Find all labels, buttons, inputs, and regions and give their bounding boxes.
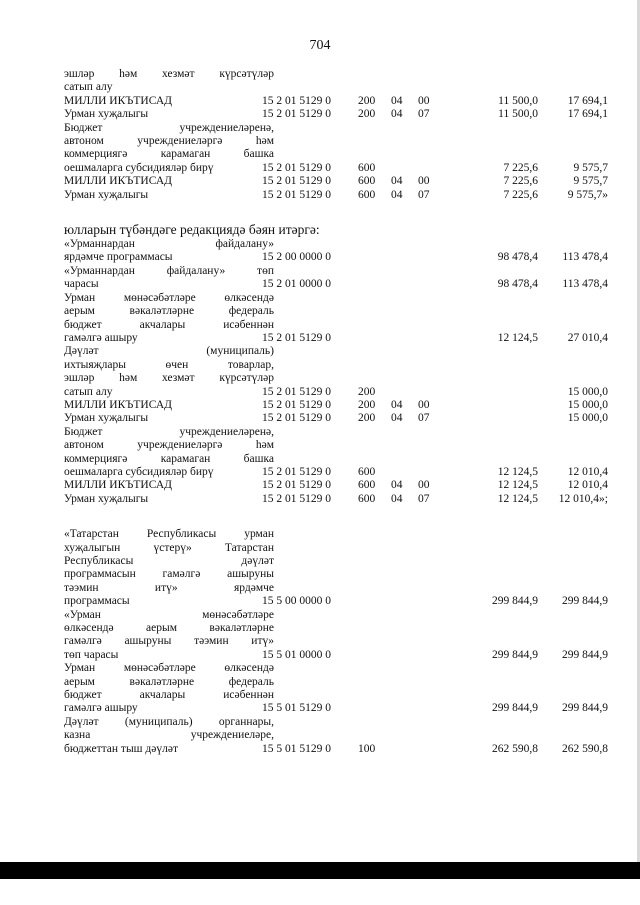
row-name-line: Урман хуҗалыгы bbox=[64, 108, 149, 121]
row-name-line: Дәүләт (муниципаль) органнары, bbox=[64, 715, 274, 728]
row-field-1: 600 bbox=[358, 465, 376, 478]
row-field-1: 200 bbox=[358, 94, 376, 107]
row-amount-2: 299 844,9 bbox=[562, 648, 608, 661]
row-name bbox=[64, 265, 274, 292]
row-field-1: 600 bbox=[358, 479, 376, 492]
row-name bbox=[64, 122, 274, 176]
row-name-line: аерым вәкаләтләрне федераль bbox=[64, 305, 274, 318]
row-amount-1: 98 478,4 bbox=[497, 278, 538, 291]
row-code: 15 5 01 5129 0 bbox=[262, 742, 331, 755]
row-name-line: Урман мөнәсәбәтләре өлкәсендә bbox=[64, 662, 274, 675]
row-name bbox=[64, 662, 274, 716]
table-row bbox=[64, 68, 610, 95]
row-amount-2: 17 694,1 bbox=[567, 94, 608, 107]
row-name-line: МИЛЛИ ИКЪТИСАД bbox=[64, 94, 172, 107]
row-amount-2: 299 844,9 bbox=[562, 595, 608, 608]
row-field-3: 00 bbox=[418, 479, 430, 492]
row-name-line: коммерциягә карамаган башка bbox=[64, 148, 274, 161]
row-code: 15 2 01 5129 0 bbox=[262, 398, 331, 411]
row-name bbox=[64, 175, 274, 188]
row-field-1: 600 bbox=[358, 175, 376, 188]
table-row bbox=[64, 292, 610, 346]
row-name-line: бюджет акчалары исәбеннән bbox=[64, 689, 274, 702]
table-row bbox=[64, 189, 610, 202]
row-name bbox=[64, 68, 274, 95]
row-field-1: 600 bbox=[358, 188, 376, 201]
section-intro: юлларын түбәндәге редакциядә бәян итәргә: bbox=[64, 222, 320, 238]
row-name-line: ихтыяҗлары өчен товарлар, bbox=[64, 358, 274, 371]
row-name-line: «Урманнардан файдалану» bbox=[64, 238, 274, 251]
row-code: 15 2 01 5129 0 bbox=[262, 479, 331, 492]
row-code: 15 2 01 5129 0 bbox=[262, 492, 331, 505]
row-code: 15 2 00 0000 0 bbox=[262, 251, 331, 264]
row-name bbox=[64, 493, 274, 506]
row-field-2: 04 bbox=[391, 108, 403, 121]
row-amount-1: 98 478,4 bbox=[497, 251, 538, 264]
row-code: 15 2 01 5129 0 bbox=[262, 175, 331, 188]
row-amount-2: 15 000,0 bbox=[567, 412, 608, 425]
row-amount-2: 12 010,4 bbox=[567, 479, 608, 492]
row-field-1: 600 bbox=[358, 161, 376, 174]
row-amount-1: 7 225,6 bbox=[503, 161, 538, 174]
row-name-line: тәэмин итү» ярдәмче bbox=[64, 581, 274, 594]
row-name-line: аерым вәкаләтләрне федераль bbox=[64, 675, 274, 688]
row-name-line: Бюджет учреждениеләренә, bbox=[64, 121, 274, 134]
table-block-3 bbox=[64, 528, 610, 756]
row-name bbox=[64, 412, 274, 425]
row-code: 15 5 00 0000 0 bbox=[262, 595, 331, 608]
row-amount-1: 12 124,5 bbox=[497, 479, 538, 492]
row-name-line: программасын гамәлгә ашыруны bbox=[64, 568, 274, 581]
row-field-1: 200 bbox=[358, 412, 376, 425]
row-amount-2: 12 010,4»; bbox=[558, 492, 608, 505]
row-name-line: бюджеттан тыш дәүләт bbox=[64, 742, 178, 755]
budget-table bbox=[64, 68, 610, 756]
row-name-line: Бюджет учреждениеләренә, bbox=[64, 425, 274, 438]
row-name bbox=[64, 399, 274, 412]
row-name-line: ярдәмче программасы bbox=[64, 251, 173, 264]
row-field-2: 04 bbox=[391, 175, 403, 188]
row-name-line: Урман хуҗалыгы bbox=[64, 188, 149, 201]
table-row bbox=[64, 493, 610, 506]
row-amount-2: 12 010,4 bbox=[567, 465, 608, 478]
row-name-line: «Татарстан Республикасы урман bbox=[64, 528, 274, 541]
row-name bbox=[64, 426, 274, 480]
table-row bbox=[64, 426, 610, 480]
row-code: 15 2 01 5129 0 bbox=[262, 161, 331, 174]
row-code: 15 2 01 5129 0 bbox=[262, 385, 331, 398]
table-row bbox=[64, 479, 610, 492]
row-amount-2: 299 844,9 bbox=[562, 702, 608, 715]
row-amount-2: 17 694,1 bbox=[567, 108, 608, 121]
table-row bbox=[64, 716, 610, 756]
row-name-line: оешмаларга субсидияләр бирү bbox=[64, 465, 214, 478]
row-name bbox=[64, 479, 274, 492]
table-block-1 bbox=[64, 68, 610, 202]
row-name bbox=[64, 609, 274, 663]
row-amount-2: 9 575,7» bbox=[567, 188, 608, 201]
table-row bbox=[64, 175, 610, 188]
row-name-line: «Урман мөнәсәбәтләре bbox=[64, 608, 274, 621]
table-row bbox=[64, 122, 610, 176]
row-amount-1: 7 225,6 bbox=[503, 175, 538, 188]
row-field-1: 200 bbox=[358, 398, 376, 411]
row-amount-1: 12 124,5 bbox=[497, 492, 538, 505]
row-field-3: 07 bbox=[418, 412, 430, 425]
table-row bbox=[64, 238, 610, 265]
row-name-line: эшләр һәм хезмәт күрсәтүләр bbox=[64, 68, 274, 80]
row-amount-1: 12 124,5 bbox=[497, 465, 538, 478]
row-name-line: Урман мөнәсәбәтләре өлкәсендә bbox=[64, 291, 274, 304]
row-name-line: казна учреждениеләре, bbox=[64, 729, 274, 742]
row-name bbox=[64, 345, 274, 399]
row-amount-1: 12 124,5 bbox=[497, 331, 538, 344]
row-code: 15 2 01 5129 0 bbox=[262, 188, 331, 201]
row-amount-2: 9 575,7 bbox=[573, 175, 608, 188]
row-field-2: 04 bbox=[391, 398, 403, 411]
row-field-3: 07 bbox=[418, 108, 430, 121]
row-field-3: 07 bbox=[418, 188, 430, 201]
row-name-line: төп чарасы bbox=[64, 648, 119, 661]
row-amount-1: 11 500,0 bbox=[498, 94, 538, 107]
row-name-line: «Урманнардан файдалану» төп bbox=[64, 264, 274, 277]
row-field-3: 07 bbox=[418, 492, 430, 505]
row-amount-1: 299 844,9 bbox=[492, 702, 538, 715]
block-gap bbox=[64, 506, 610, 528]
row-name-line: гамәлгә ашыру bbox=[64, 331, 138, 344]
row-name bbox=[64, 238, 274, 265]
row-name-line: Дәүләт (муниципаль) bbox=[64, 345, 274, 358]
row-name-line: өлкәсендә аерым вәкаләтләрне bbox=[64, 622, 274, 635]
row-field-2: 04 bbox=[391, 412, 403, 425]
row-code: 15 2 01 5129 0 bbox=[262, 412, 331, 425]
row-name-line: чарасы bbox=[64, 278, 99, 291]
row-name-line: сатып алу bbox=[64, 81, 113, 94]
row-amount-1: 299 844,9 bbox=[492, 595, 538, 608]
table-row bbox=[64, 345, 610, 399]
page-number: 704 bbox=[309, 38, 331, 53]
row-code: 15 5 01 5129 0 bbox=[262, 702, 331, 715]
row-field-3: 00 bbox=[418, 175, 430, 188]
row-name bbox=[64, 108, 274, 121]
row-name-line: МИЛЛИ ИКЪТИСАД bbox=[64, 175, 172, 188]
row-field-2: 04 bbox=[391, 188, 403, 201]
row-name bbox=[64, 189, 274, 202]
row-amount-1: 11 500,0 bbox=[498, 108, 538, 121]
row-name-line: бюджет акчалары исәбеннән bbox=[64, 318, 274, 331]
row-field-1: 600 bbox=[358, 492, 376, 505]
row-amount-2: 113 478,4 bbox=[562, 278, 608, 291]
table-row bbox=[64, 412, 610, 425]
table-row bbox=[64, 609, 610, 663]
row-amount-1: 7 225,6 bbox=[503, 188, 538, 201]
scan-bottom-bar bbox=[0, 862, 640, 879]
row-name-line: Республикасы дәүләт bbox=[64, 555, 274, 567]
row-amount-2: 15 000,0 bbox=[567, 398, 608, 411]
row-name bbox=[64, 528, 274, 608]
row-amount-2: 113 478,4 bbox=[562, 251, 608, 264]
row-field-3: 00 bbox=[418, 94, 430, 107]
row-amount-2: 27 010,4 bbox=[567, 331, 608, 344]
row-code: 15 2 01 0000 0 bbox=[262, 278, 331, 291]
row-name-line: гамәлгә ашыру bbox=[64, 702, 138, 715]
row-field-2: 04 bbox=[391, 479, 403, 492]
row-code: 15 2 01 5129 0 bbox=[262, 108, 331, 121]
table-block-2 bbox=[64, 238, 610, 506]
table-row bbox=[64, 662, 610, 716]
row-field-2: 04 bbox=[391, 94, 403, 107]
row-name-line: Урман хуҗалыгы bbox=[64, 492, 149, 505]
row-name-line: хуҗалыгын үстерү» Татарстан bbox=[64, 541, 274, 554]
row-name-line: программасы bbox=[64, 595, 130, 608]
row-amount-1: 299 844,9 bbox=[492, 648, 538, 661]
row-name-line: МИЛЛИ ИКЪТИСАД bbox=[64, 479, 172, 492]
row-code: 15 2 01 5129 0 bbox=[262, 331, 331, 344]
row-amount-1: 262 590,8 bbox=[492, 742, 538, 755]
table-row bbox=[64, 528, 610, 608]
row-name-line: Урман хуҗалыгы bbox=[64, 412, 149, 425]
row-name-line: сатып алу bbox=[64, 385, 113, 398]
row-name-line: коммерциягә карамаган башка bbox=[64, 452, 274, 465]
row-name-line: оешмаларга субсидияләр бирү bbox=[64, 161, 214, 174]
row-field-1: 200 bbox=[358, 385, 376, 398]
row-field-1: 200 bbox=[358, 108, 376, 121]
row-name-line: автоном учреждениеләргә һәм bbox=[64, 135, 274, 148]
row-field-1: 100 bbox=[358, 742, 376, 755]
row-amount-2: 262 590,8 bbox=[562, 742, 608, 755]
table-row bbox=[64, 95, 610, 108]
row-name-line: автоном учреждениеләргә һәм bbox=[64, 439, 274, 452]
row-field-2: 04 bbox=[391, 492, 403, 505]
table-row bbox=[64, 108, 610, 121]
row-amount-2: 9 575,7 bbox=[573, 161, 608, 174]
row-name-line: гамәлгә ашыруны тәэмин итү» bbox=[64, 635, 274, 648]
row-name-line: МИЛЛИ ИКЪТИСАД bbox=[64, 398, 172, 411]
row-name bbox=[64, 292, 274, 346]
table-row bbox=[64, 265, 610, 292]
row-code: 15 2 01 5129 0 bbox=[262, 465, 331, 478]
row-amount-2: 15 000,0 bbox=[567, 385, 608, 398]
row-name bbox=[64, 716, 274, 756]
row-code: 15 5 01 0000 0 bbox=[262, 648, 331, 661]
row-code: 15 2 01 5129 0 bbox=[262, 94, 331, 107]
table-row bbox=[64, 399, 610, 412]
row-field-3: 00 bbox=[418, 398, 430, 411]
row-name bbox=[64, 95, 274, 108]
row-name-line: эшләр һәм хезмәт күрсәтүләр bbox=[64, 372, 274, 385]
